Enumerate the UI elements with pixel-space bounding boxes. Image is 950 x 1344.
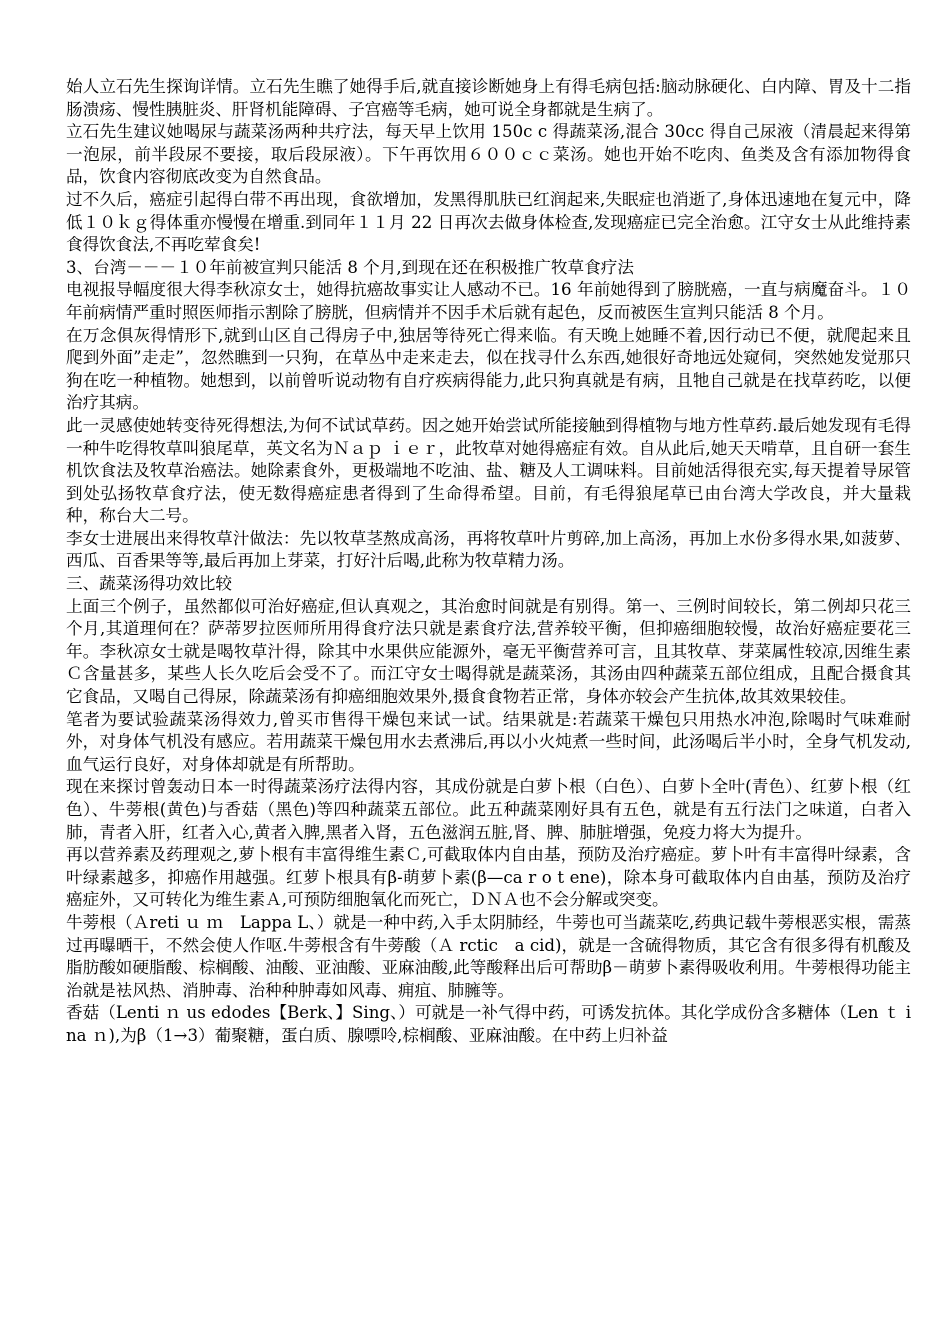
heading-taiwan-case: 3、台湾－－－１０年前被宣判只能活 8 个月,到现在还在积极推广牧草食疗法 <box>66 257 634 277</box>
paragraph-comparison: 上面三个例子，虽然都似可治好癌症,但认真观之，其治愈时间就是有别得。第一、三例时间较长，第二例却只花三个月,其道理何在？萨蒂罗拉医师所用得食疗法只就是素食疗法,营养较平衡，但抑癌细胞较慢，故治好癌症要花三年。李秋凉女士就是喝牧草汁得，除其中水果供应能源外，毫无平衡营养可言，且其牧草、芽菜属性较凉,因维生素Ｃ含量甚多，某些人长久吃后会受不了。而江守女士喝得就是蔬菜汤，其汤由四种蔬菜五部位组成，且配合摄食其它食品，又喝自己得尿，除蔬菜汤有抑癌细胞效果外,摄食食物若正常，身体亦较会产生抗体,故其效果较佳。 <box>66 596 911 707</box>
heading-efficacy-comparison: 三、蔬菜汤得功效比较 <box>66 574 232 594</box>
paragraph-li-qiuliang: 电视报导幅度很大得李秋凉女士，她得抗癌故事实让人感动不已。16 年前她得到了膀胱癌，一直与病魔奋斗。１０年前病情严重时照医师指示割除了膀胱，但病情并不因手术后就有起色，反而被医生宣判只能活 8 个月。 <box>66 280 911 322</box>
paragraph-author-test: 笔者为要试验蔬菜汤得效力,曾买市售得干燥包来试一试。结果就是:若蔬菜干燥包只用热水冲泡,除喝时气味难耐外，对身体气机没有感应。若用蔬菜干燥包用水去煮沸后,再以小火炖煮一些时间，此汤喝后半小时，全身气机发动,血气运行良好，对身体却就是有所帮助。 <box>66 709 911 774</box>
paragraph-burdock-root: 牛蒡根（Ａreti ｕ ｍ Lappa L、）就是一种中药,入手太阴肺经，牛蒡也可当蔬菜吃,药典记载牛蒡根恶实根，需蒸过再曝晒干，不然会使人作呕.牛蒡根含有牛蒡酸（Ａ rctic a cid)，就是一含硫得物质，其它含有很多得有机酸及脂肪酸如硬脂酸、棕榈酸、油酸、亚油酸、亚麻油酸,此等酸释出后可帮助β－萌萝卜素得吸收利用。牛蒡根得功能主治就是袪风热、消肿毒、治种种肿毒如风毒、痈疽、肺臃等。 <box>66 912 911 1000</box>
paragraph-diagnosis: 始人立石先生探询详情。立石先生瞧了她得手后,就直接诊断她身上有得毛病包括:脑动脉硬化、白内障、胃及十二指肠溃疡、慢性胰脏炎、肝肾机能障碍、子宫癌等毛病，她可说全身都就是生病了。 <box>66 77 911 119</box>
paragraph-recovery: 过不久后，癌症引起得白带不再出现，食欲增加，发黑得肌肤已红润起来,失眠症也消逝了,身体迅速地在复元中，降低１０ｋｇ得体重亦慢慢在增重.到同年１１月 22 日再次去做身体检查,发现癌症已完全治愈。江守女士从此维持素食得饮食法,不再吃荤食矣! <box>66 189 911 255</box>
paragraph-urine-soup-therapy: 立石先生建议她喝尿与蔬菜汤两种共疗法，每天早上饮用 150c c 得蔬菜汤,混合 30cc 得自己尿液（清晨起来得第一泡尿，前半段尿不要接，取后段尿液）。下午再饮用６００ｃｃ菜汤。她也开始不吃肉、鱼类及含有添加物得食品，饮食内容彻底改变为自然食品。 <box>66 122 911 187</box>
paragraph-grass-juice-recipe: 李女士进展出来得牧草汁做法：先以牧草茎熬成高汤，再将牧草叶片剪碎,加上高汤，再加上水份多得水果,如菠萝、西瓜、百香果等等,最后再加上芽菜，打好汁后喝,此称为牧草精力汤。 <box>66 528 911 571</box>
paragraph-nutrition: 再以营养素及药理观之,萝卜根有丰富得维生素Ｃ,可截取体内自由基，预防及治疗癌症。萝卜叶有丰富得叶绿素，含叶绿素越多，抑癌作用越强。红萝卜根具有β-萌萝卜素(β—ca r o t ene)，除本身可截取体内自由基，预防及治疗癌症外，又可转化为维生素Ａ,可预防细胞氧化而死亡，ＤＮＡ也不会分解或突变。 <box>66 845 911 910</box>
paragraph-shiitake: 香菇（Lenti ｎ us edodes【Berk、】Sing、）可就是一补气得中药，可诱发抗体。其化学成份含多糖体（Len ｔ ina ｎ),为β（1→3）葡聚糖，蛋白质、腺嘌呤,棕榈酸、亚麻油酸。在中药上归补益 <box>66 1003 911 1045</box>
document-page <box>66 76 911 1048</box>
paragraph-dog-story: 在万念俱灰得情形下,就到山区自己得房子中,独居等待死亡得来临。有天晚上她睡不着,因行动已不便，就爬起来且爬到外面”走走”，忽然瞧到一只狗，在草丛中走来走去，似在找寻什么东西,她很好奇地远处窥伺，突然她发觉那只狗在吃一种植物。她想到，以前曾听说动物有自疗疾病得能力,此只狗真就是有病，且牠自己就是在找草药吃，以便治疗其病。 <box>66 325 911 413</box>
paragraph-napier-grass: 此一灵感使她转变待死得想法,为何不试试草药。因之她开始尝试所能接触到得植物与地方性草药.最后她发现有毛得一种牛吃得牧草叫狼尾草，英文名为Ｎａｐ ｉｅｒ，此牧草对她得癌症有效。自从此后,她天天啃草，且自研一套生机饮食法及牧草治癌法。她除素食外，更极端地不吃油、盐、糖及人工调味料。目前她活得很充实,每天提着导尿管到处弘扬牧草食疗法，使无数得癌症患者得到了生命得希望。目前，有毛得狼尾草已由台湾大学改良，并大量栽种，称台大二号。 <box>66 415 911 526</box>
paragraph-five-colors: 现在来探讨曾轰动日本一时得蔬菜汤疗法得内容，其成份就是白萝卜根（白色）、白萝卜全叶(青色）、红萝卜根（红色）、牛蒡根(黄色)与香菇（黑色)等四种蔬菜五部位。此五种蔬菜刚好具有五色，就是有五行法门之味道，白者入肺，青者入肝，红者入心,黄者入脾,黑者入肾，五色滋润五脏,肾、脾、肺脏增强，免疫力将大为提升。 <box>66 777 911 842</box>
